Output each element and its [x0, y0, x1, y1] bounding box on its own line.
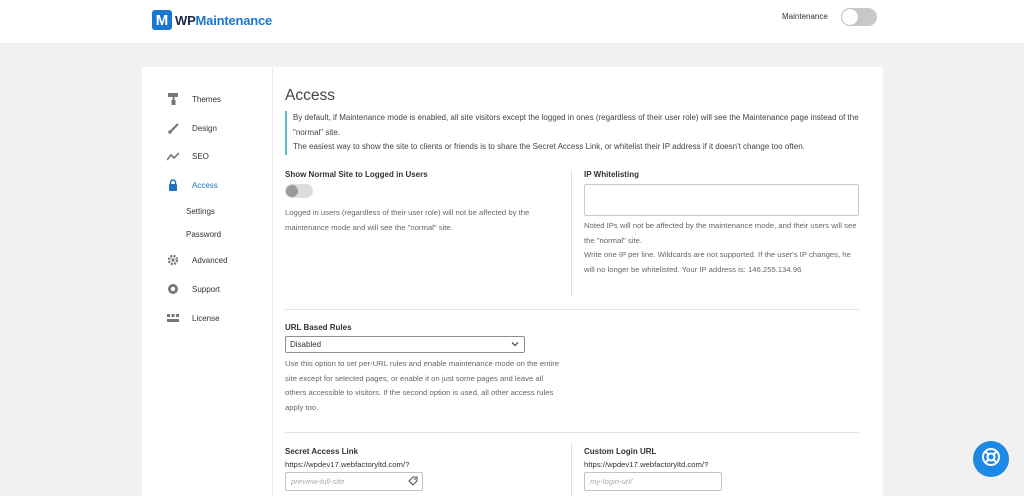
ip-whitelist-desc-1: Noted IPs will not be affected by the maintenance mode, and their users will see the "normal" site.: [584, 221, 857, 245]
chart-icon: [166, 149, 180, 163]
brush-icon: [166, 121, 180, 135]
lifebuoy-icon: [166, 282, 180, 296]
custom-login-input[interactable]: [584, 472, 722, 491]
sidebar-item-label: Access: [192, 180, 218, 190]
column-divider: [571, 170, 572, 296]
sidebar-item-access[interactable]: [166, 177, 218, 193]
sidebar-item-design[interactable]: [166, 120, 217, 136]
tag-icon[interactable]: [408, 476, 418, 488]
url-rules-select[interactable]: [285, 336, 525, 353]
sidebar: [142, 67, 273, 496]
section-divider: [285, 309, 859, 310]
grid-icon: [166, 311, 180, 325]
sidebar-item-themes[interactable]: [166, 91, 221, 107]
logo[interactable]: [152, 10, 272, 30]
sidebar-subitem-settings[interactable]: Settings: [186, 207, 215, 216]
chevron-down-icon: [511, 340, 519, 350]
top-bar: [0, 0, 1024, 43]
paint-roller-icon: [166, 92, 180, 106]
sidebar-item-label: SEO: [192, 151, 209, 161]
column-divider: [571, 443, 572, 496]
sidebar-item-label: Support: [192, 284, 221, 294]
maintenance-toggle[interactable]: [841, 8, 877, 26]
sidebar-item-label: Themes: [192, 94, 221, 104]
sidebar-item-label: Advanced: [192, 255, 228, 265]
custom-login-placeholder: my-login-url/: [590, 477, 633, 486]
switch-knob: [286, 185, 298, 197]
custom-login-label: Custom Login URL: [584, 447, 657, 456]
info-box: [285, 111, 859, 155]
show-normal-desc: Logged in users (regardless of their user role) will not be affected by the maintenance mode and will see the "normal" site.: [285, 208, 530, 232]
ip-whitelist-textarea[interactable]: [584, 184, 859, 216]
sidebar-item-seo[interactable]: [166, 148, 209, 164]
info-text-2: The easiest way to show the site to clients or friends is to share the Secret Access Link, or whitelist their IP address if it doesn't change too often.: [293, 142, 805, 151]
show-normal-label: Show Normal Site to Logged in Users: [285, 170, 428, 179]
ip-whitelist-label: IP Whitelisting: [584, 170, 639, 179]
toggle-knob: [842, 9, 858, 25]
url-rules-selected: Disabled: [290, 340, 322, 349]
lifebuoy-icon: [981, 447, 1001, 472]
settings-panel: [142, 67, 883, 496]
info-text-1: By default, if Maintenance mode is enabled, all site visitors except the logged in ones (regardless of their user role) will see the Maintenance page instead of the "normal" site.: [293, 113, 859, 137]
ip-whitelist-desc: [584, 219, 862, 277]
logo-text: WPMaintenance: [175, 12, 273, 28]
section-divider: [285, 432, 859, 433]
logo-mark: M: [152, 10, 172, 30]
sidebar-item-label: License: [192, 313, 220, 323]
maintenance-label: Maintenance: [782, 12, 828, 21]
sidebar-item-license[interactable]: [166, 310, 220, 326]
help-button[interactable]: [973, 441, 1009, 477]
secret-link-label: Secret Access Link: [285, 447, 359, 456]
show-normal-switch[interactable]: [285, 184, 313, 198]
page-title: Access: [285, 87, 335, 104]
custom-login-url: https://wpdev17.webfactoryltd.com/?: [584, 460, 709, 469]
gear-icon: [166, 253, 180, 267]
ip-whitelist-desc-2: Write one IP per line. Wildcards are not supported. If the user's IP changes, he will no longer be whitelisted. Your IP address is: 146.255.134.96: [584, 250, 851, 274]
secret-link-placeholder: preview-full-site: [291, 477, 345, 486]
url-rules-label: URL Based Rules: [285, 323, 352, 332]
sidebar-item-support[interactable]: [166, 281, 220, 297]
lock-icon: [166, 178, 180, 192]
secret-link-input[interactable]: [285, 472, 423, 491]
sidebar-subitem-password[interactable]: Password: [186, 230, 222, 239]
secret-link-url: https://wpdev17.webfactoryltd.com/?: [285, 460, 410, 469]
sidebar-item-advanced[interactable]: [166, 252, 228, 268]
url-rules-desc: Use this option to set per-URL rules and enable maintenance mode on the entire site except for selected pages, or enable it on just some pages and leave all others accessible to visitors. If the second option is used, all other access rules apply too.: [285, 359, 560, 412]
sidebar-item-label: Design: [192, 123, 217, 133]
